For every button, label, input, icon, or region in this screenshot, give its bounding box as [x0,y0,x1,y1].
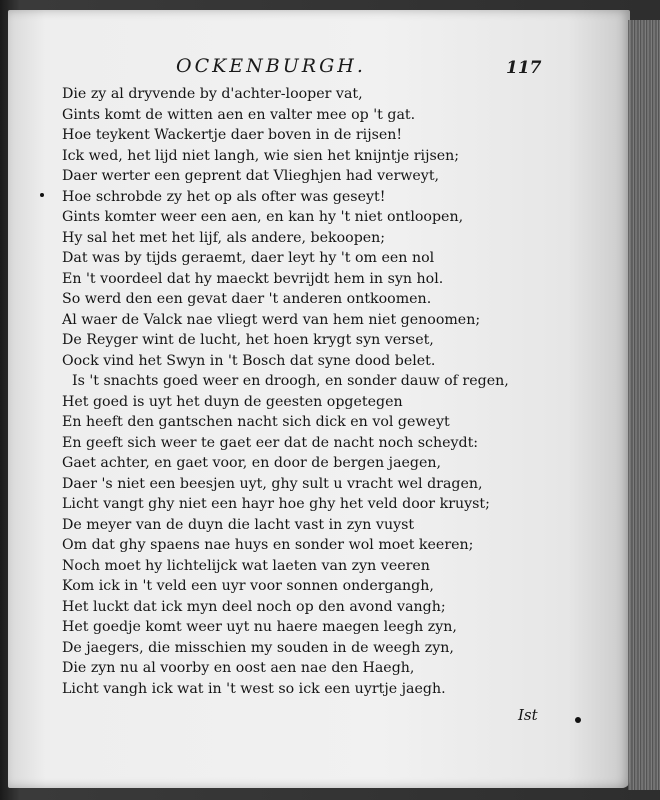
verse-line: Het luckt dat ick myn deel noch op den avond vangh; [62,598,446,615]
ink-dot [575,717,581,723]
verse-line: Het goedje komt weer uyt nu haere maegen leegh zyn, [62,619,457,635]
verse-line: So werd den een gevat daer 't anderen ontkoomen. [62,291,432,307]
verse-line: Gaet achter, en gaet voor, en door de bergen jaegen, [62,455,442,471]
verse-line: Om dat ghy spaens nae huys en sonder wol moet keeren; [62,537,474,553]
verse-line: Daer 's niet een beesjen uyt, ghy sult u vracht wel dragen, [62,475,483,492]
verse-line: Het goed is uyt het duyn de geesten opgetegen [62,393,403,410]
verse-line: De Reyger wint de lucht, het hoen krygt syn verset, [62,332,434,348]
verse-line: Hoe teykent Wackertje daer boven in de rijsen! [62,127,403,143]
verse-line: De jaegers, die misschien my souden in de weegh zyn, [62,639,454,656]
verse-line: Gints komter weer een aen, en kan hy 't niet ontloopen, [62,209,464,225]
verse-line: Die zy al dryvende by d'achter-looper vat, [62,86,363,102]
verse-line: Hoe schrobde zy het op als ofter was geseyt! [62,188,386,205]
ink-dot [40,193,44,197]
verse-line: En geeft sich weer te gaet eer dat de nacht noch scheydt: [62,434,479,451]
verse-line: Daer werter een geprent dat Vlieghjen had verweyt, [62,168,440,184]
verse-line: Hy sal het met het lijf, als andere, bekoopen; [62,229,386,246]
verse-line: Licht vangh ick wat in 't west so ick een uyrtje jaegh. [62,680,446,697]
verse-line: Licht vangt ghy niet een hayr hoe ghy het veld door kruyst; [62,496,490,512]
verse-block [62,84,532,699]
verse-line: De meyer van de duyn die lacht vast in zyn vuyst [62,516,415,533]
verse-line: En heeft den gantschen nacht sich dick en vol geweyt [62,414,450,430]
verse-line: En 't voordeel dat hy maeckt bevrijdt hem in syn hol. [62,270,444,287]
verse-line: Oock vind het Swyn in 't Bosch dat syne dood belet. [62,352,436,369]
verse-line: Die zyn nu al voorby en oost aen nae den Haegh, [62,660,415,676]
page-edges [628,20,660,790]
verse-line: Gints komt de witten aen en valter mee op 't gat. [62,106,416,123]
page-number: 117 [506,58,542,78]
running-header: OCKENBURGH. [176,55,366,77]
verse-line: Is 't snachts goed weer en droogh, en sonder dauw of regen, [72,373,509,389]
verse-line: Noch moet hy lichtelijck wat laeten van zyn veeren [62,557,430,574]
verse-line: Ick wed, het lijd niet langh, wie sien het knijntje rijsen; [62,147,460,164]
verse-line: Kom ick in 't veld een uyr voor sonnen ondergangh, [62,578,434,594]
verse-line: Dat was by tijds geraemt, daer leyt hy 't om een nol [62,250,435,266]
verse-line: Al waer de Valck nae vliegt werd van hem niet genoomen; [62,311,481,328]
catchword: Ist [518,706,538,724]
